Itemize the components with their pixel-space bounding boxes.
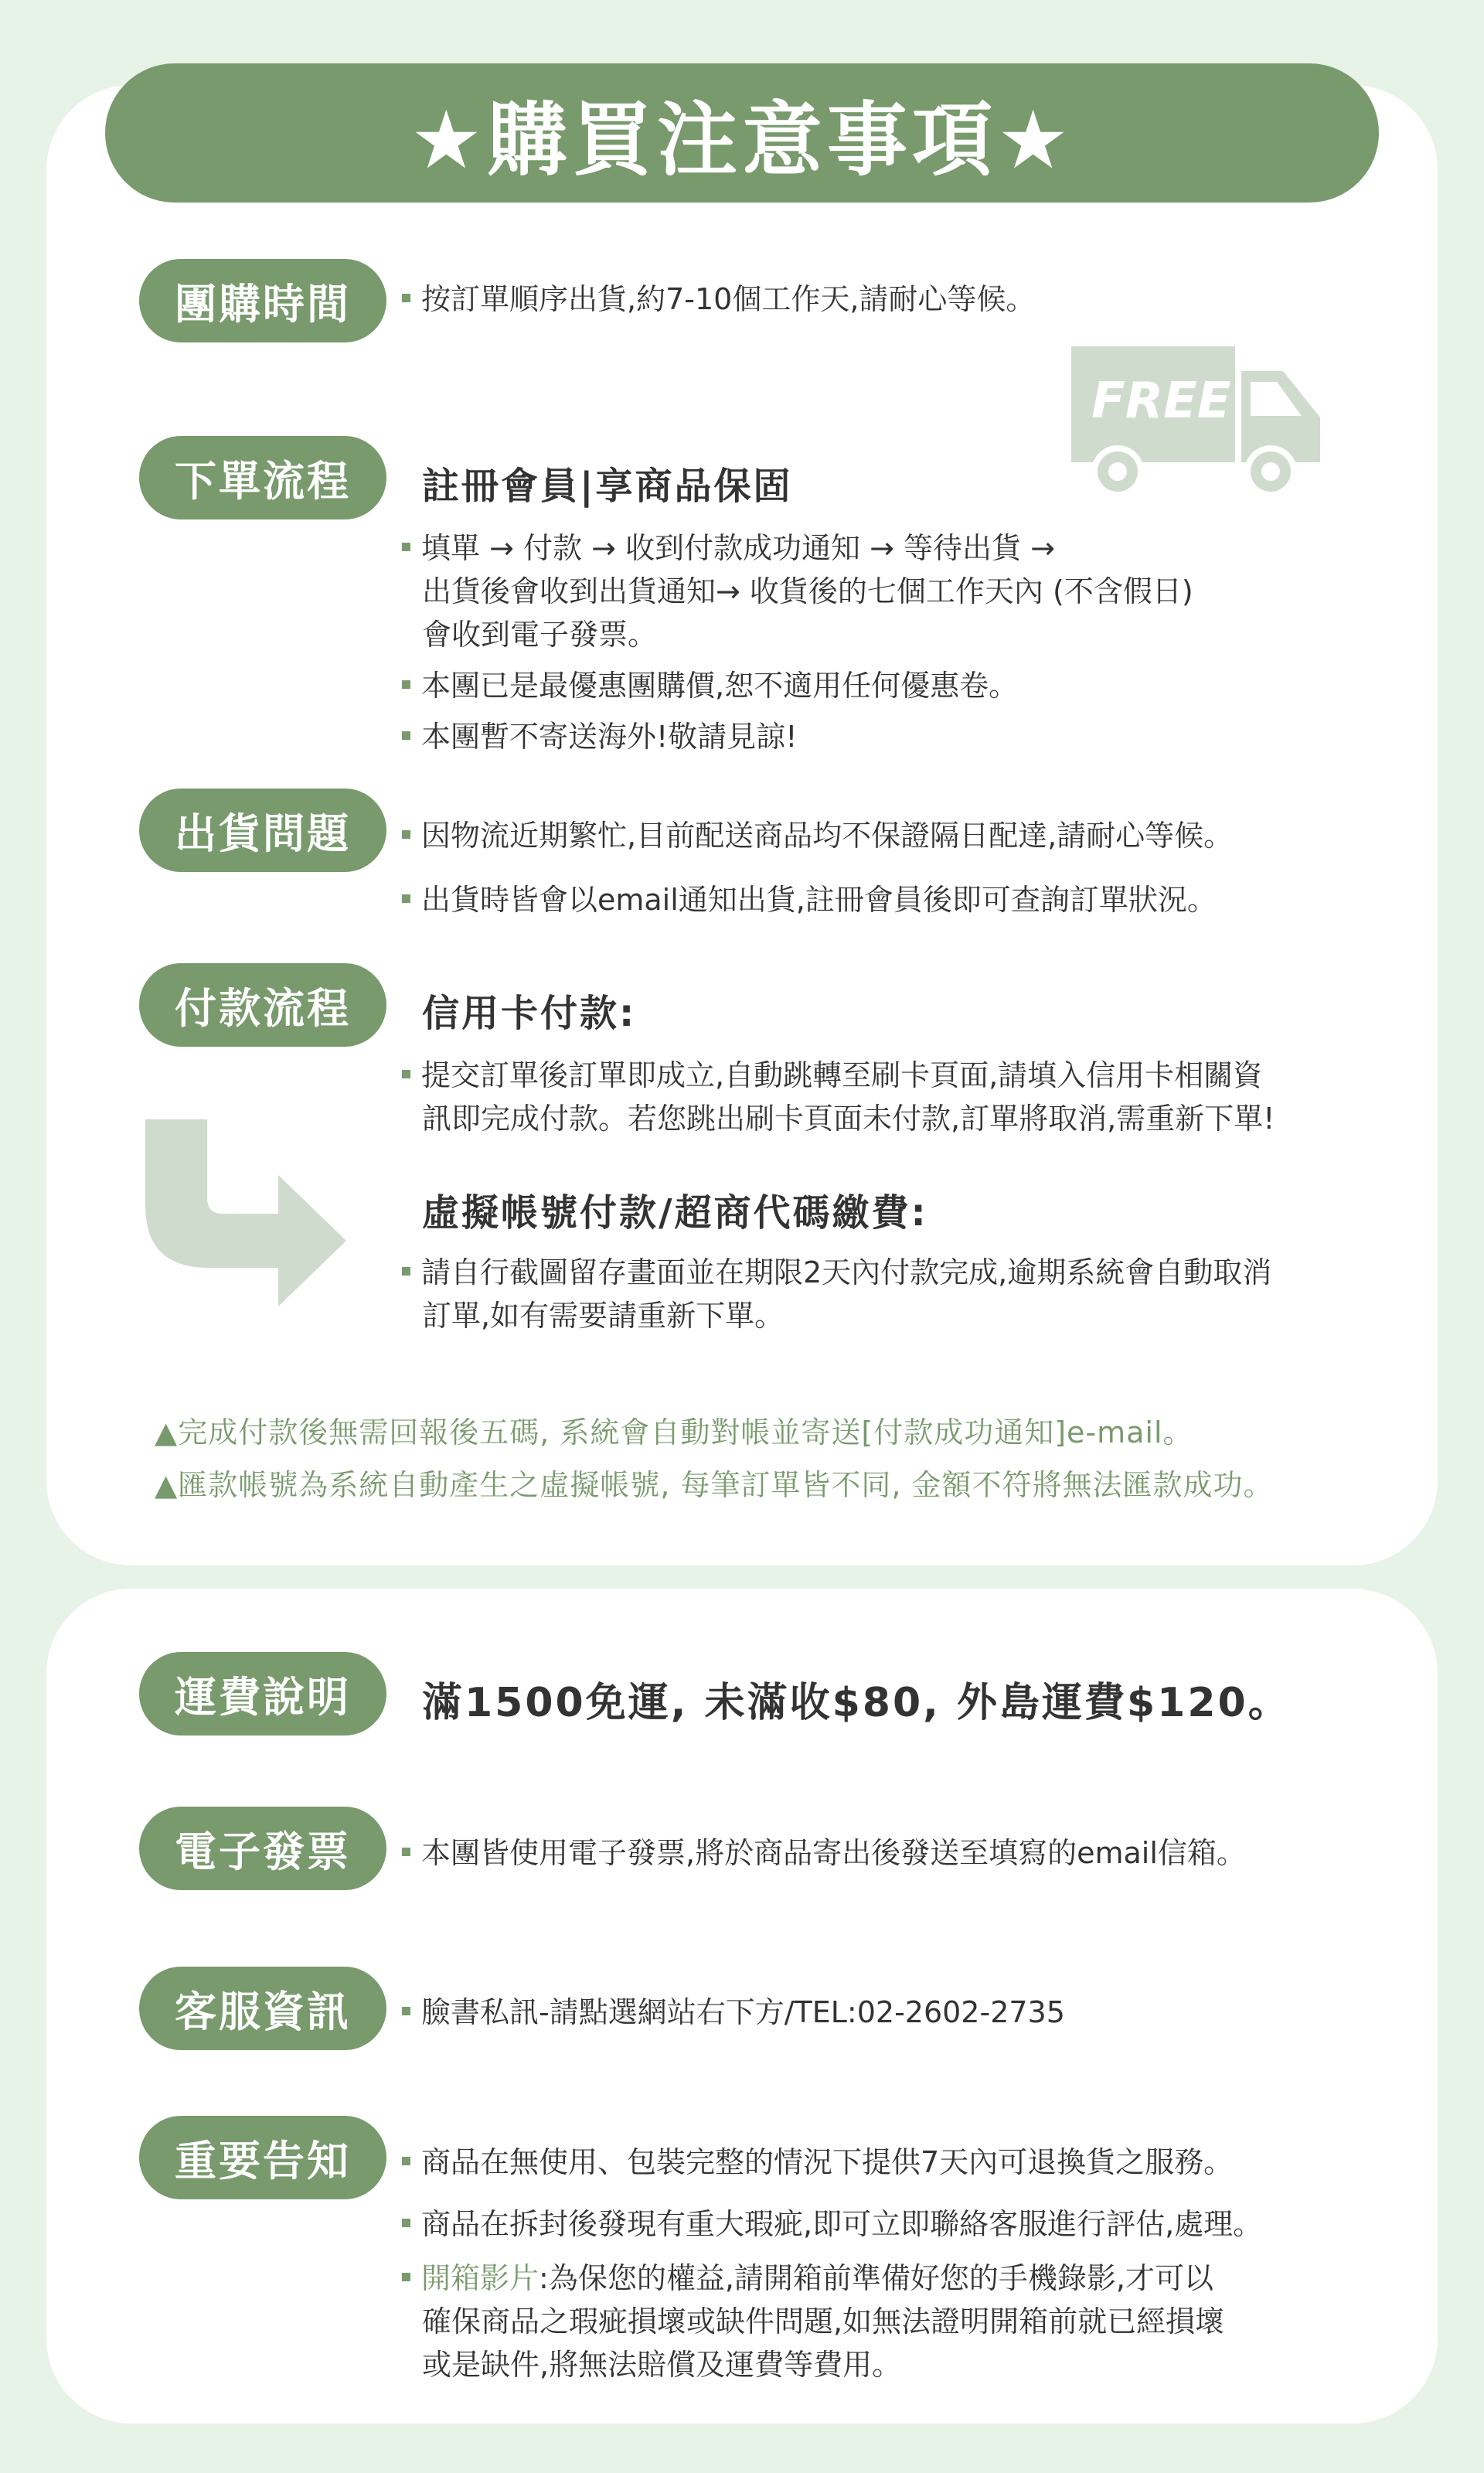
bullet-icon [402,2219,410,2227]
order-flow-line-2: 出貨後會收到出貨通知→ 收貨後的七個工作天內 (不含假日) [422,574,1193,608]
unboxing-line-1: 開箱影片:為保您的權益,請開箱前準備好您的手機錄影,才可以 [402,2256,1213,2301]
service-line: 臉書私訊-請點選網站右下方/TEL:02-2602-2735 [402,1990,1065,2035]
important-line-2: 商品在拆封後發現有重大瑕疵,即可立即聯絡客服進行評估,處理。 [402,2202,1262,2246]
turn-right-arrow-icon [139,1113,356,1314]
important-label: 重要告知 [139,2116,386,2199]
credit-card-line-2: 訊即完成付款。若您跳出刷卡頁面未付款,訂單將取消,需重新下單! [422,1102,1275,1136]
service-label: 客服資訊 [139,1967,386,2050]
freight-label: 運費說明 [139,1652,386,1736]
page-title: ★購買注意事項★ [105,63,1379,203]
virtual-account-line-1: 請自行截圖留存畫面並在期限2天內付款完成,逾期系統會自動取消 [402,1250,1271,1295]
unboxing-line-3: 或是缺件,將無法賠償及運費等費用。 [422,2348,902,2382]
bullet-icon [402,680,410,689]
important-line-1: 商品在無使用、包裝完整的情況下提供7天內可退換貨之服務。 [402,2140,1233,2185]
bullet-icon [402,1267,410,1276]
truck-free-label: FREE [1091,373,1231,430]
virtual-account-line-2: 訂單,如有需要請重新下單。 [422,1299,785,1333]
payment-label: 付款流程 [139,963,386,1047]
bullet-icon [402,894,410,903]
freight-text: 滿1500免運, 未滿收$80, 外島運費$120。 [422,1680,1291,1726]
bullet-icon [402,731,410,740]
bullet-icon [402,1848,410,1856]
bullet-icon [402,294,410,302]
order-flow-heading: 註冊會員|享商品保固 [422,465,793,508]
invoice-label: 電子發票 [139,1807,386,1890]
order-flow-line-3: 會收到電子發票。 [422,618,658,652]
credit-card-line-1: 提交訂單後訂單即成立,自動跳轉至刷卡頁面,請填入信用卡相關資 [402,1053,1262,1098]
order-flow-line-4: 本團已是最優惠團購價,恕不適用任何優惠卷。 [402,663,1018,708]
note-2: ▲匯款帳號為系統自動產生之虛擬帳號, 每筆訂單皆不同, 金額不符將無法匯款成功。 [155,1468,1274,1502]
shipping-line-2: 出貨時皆會以email通知出貨,註冊會員後即可查詢訂單狀況。 [402,877,1217,922]
unboxing-label: 開箱影片 [421,2261,539,2295]
invoice-line: 本團皆使用電子發票,將於商品寄出後發送至填寫的email信箱。 [402,1831,1246,1875]
bullet-icon [402,543,410,551]
virtual-account-heading: 虛擬帳號付款/超商代碼繳費: [422,1191,928,1235]
bullet-icon [402,2007,410,2015]
unboxing-line-2: 確保商品之瑕疵損壞或缺件問題,如無法證明開箱前就已經損壞 [422,2304,1225,2338]
note-1: ▲完成付款後無需回報後五碼, 系統會自動對帳並寄送[付款成功通知]e-mail。 [155,1415,1193,1449]
shipping-label: 出貨問題 [139,789,386,872]
order-flow-line-5: 本團暫不寄送海外!敬請見諒! [402,714,797,759]
credit-card-heading: 信用卡付款: [422,992,637,1035]
free-shipping-truck-icon [1065,340,1325,502]
shipping-line-1: 因物流近期繁忙,目前配送商品均不保證隔日配達,請耐心等候。 [402,813,1233,858]
group-time-label: 團購時間 [139,259,386,342]
bullet-icon [402,2273,410,2281]
bullet-icon [402,1070,410,1078]
order-flow-label: 下單流程 [139,436,386,519]
group-time-line: 按訂單順序出貨,約7-10個工作天,請耐心等候。 [402,277,1035,322]
order-flow-line-1: 填單 → 付款 → 收到付款成功通知 → 等待出貨 → [402,526,1055,571]
bullet-icon [402,830,410,839]
bullet-icon [402,2157,410,2165]
